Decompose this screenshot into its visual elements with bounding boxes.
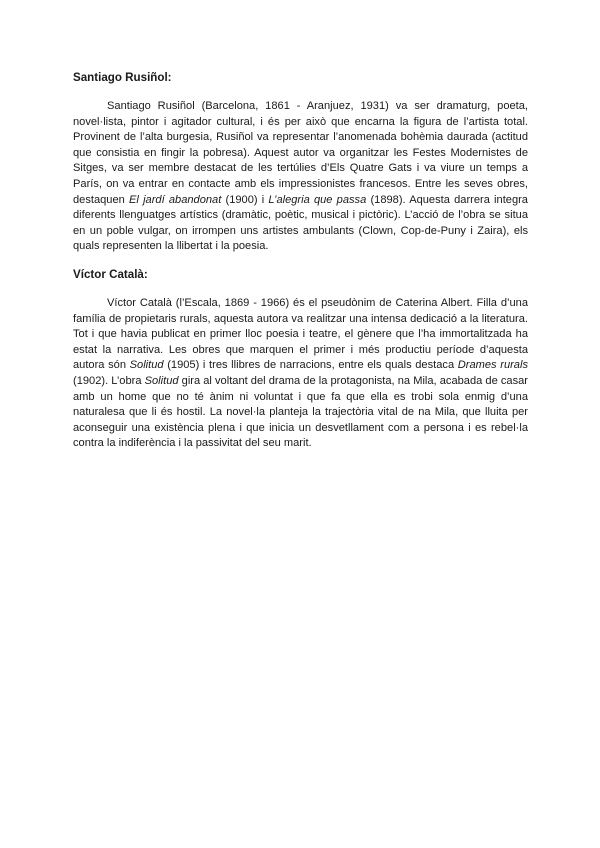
text-run: gira al voltant del drama de la protagonista, na Mila, acabada de casar amb un home que no té ànim ni voluntat i que fa que ella es trobi sola enmig d’una naturalesa que li és hostil. La novel·la planteja la trajectòria vital de na Mila, que lluita per aconseguir una existència plena i que inicia un desvetllament com a persona i es rebel·la contra la indiferència i la passivitat del seu marit. bbox=[73, 374, 528, 450]
book-title: Solitud bbox=[129, 359, 164, 372]
text-run: Santiago Rusiñol (Barcelona, 1861 - Aranjuez, 1931) va ser dramaturg, poeta, novel·lista, pintor i agitador cultural, i és per això que encarna la figura de l’artista total. Provinent de l’alta burgesia, Rusiñol va representar l’anomenada bohèmia daurada (actitud que consistia en fingir la pobresa). Aquest autor va organitzar les Festes Modernistes de Sitges, va ser membre destacat de les tertúlies d’Els Quatre Gats i va viure un temps a París, on va entrar en contacte amb els impressionistes francesos. Entre les seves obres, destaquen bbox=[73, 100, 528, 206]
text-run: (1898). Aquesta darrera integra diferents llenguatges artístics (dramàtic, poètic, musical i pictòric). L’acció de l’obra se situa en un poble vulgar, on irrompen uns artistes ambulants (Clown, Cop-de-Puny i Zaira), els quals representen la llibertat i la poesia. bbox=[73, 193, 528, 253]
text-run: Víctor Català (l’Escala, 1869 - 1966) és el pseudònim de Caterina Albert. Filla d’una família de propietaris rurals, aquesta autora va realitzar una intensa dedicació a la literatura. Tot i que havia publicat en primer lloc poesia i teatre, el gènere que l’ha immortalitzada ha estat la narrativa. Les obres que marquen el primer i més productiu període d’aquesta autora són bbox=[73, 296, 528, 372]
section-catala bbox=[73, 267, 528, 452]
book-title: El jardí abandonat bbox=[129, 193, 222, 206]
book-title: Drames rurals bbox=[457, 359, 528, 372]
text-run: (1905) i tres llibres de narracions, entre els quals destaca bbox=[163, 359, 458, 372]
section-heading: Víctor Català: bbox=[73, 267, 148, 281]
book-title: Solitud bbox=[144, 374, 179, 387]
section-paragraph bbox=[73, 296, 528, 452]
text-run: (1902). L’obra bbox=[73, 374, 145, 387]
section-paragraph bbox=[73, 99, 528, 255]
text-run: (1900) i bbox=[221, 193, 269, 206]
section-rusinol bbox=[73, 70, 528, 255]
section-heading: Santiago Rusiñol: bbox=[73, 71, 172, 84]
book-title: L’alegria que passa bbox=[268, 193, 367, 206]
